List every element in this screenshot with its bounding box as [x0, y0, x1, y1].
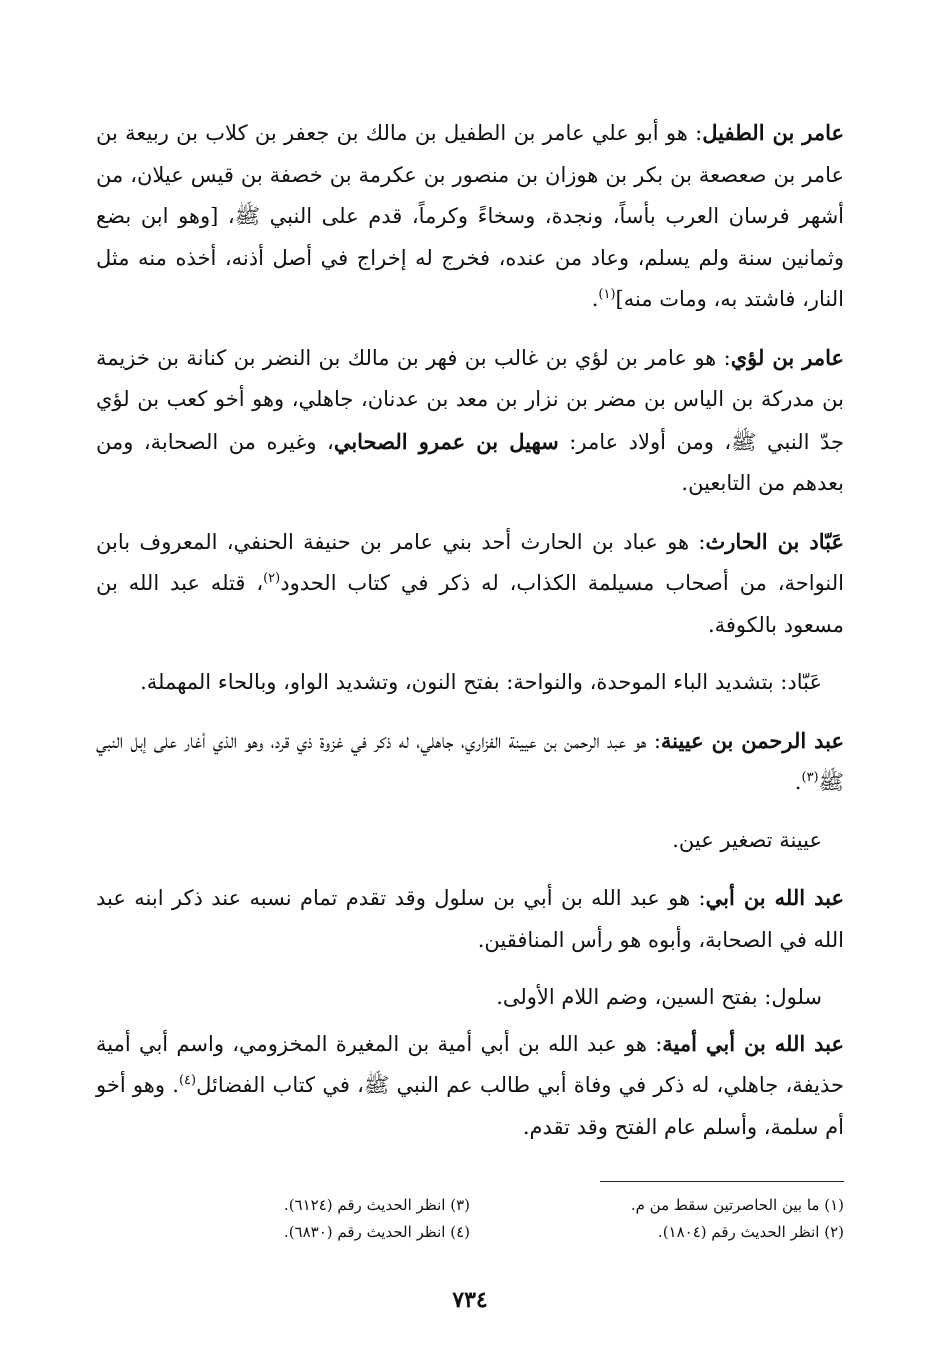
entry-tail: . — [794, 770, 802, 794]
note-uyayna — [96, 820, 844, 862]
note-text: عَبّاد: بتشديد الباء الموحدة، والنواحة: بفتح النون، وتشديد الواو، وبالحاء المهملة. — [140, 670, 822, 694]
entry-amir-ibn-tufayl — [96, 112, 844, 321]
entry-abdullah-ibn-ubayy — [96, 877, 844, 961]
entry-text: : هو عباد بن الحارث أحد بني عامر بن حنيفة الحنفي، المعروف بابن النواحة، من أصحاب مسيلمة الكذاب، له ذكر في كتاب الحدود — [96, 529, 844, 595]
entry-tail: ، وغيره من الصحابة، ومن بعدهم من التابعين. — [96, 429, 844, 495]
entry-tail: ، قتله عبد الله بن مسعود بالكوفة. — [96, 571, 844, 637]
footnotes — [96, 1192, 844, 1246]
entry-text: : هو عبد الله بن أبي بن سلول وقد تقدم تمام نسبه عند ذكر ابنه عبد الله في الصحابة، وأبوه هو رأس المنافقين. — [96, 886, 844, 952]
entry-term: عَبّاد بن الحارث — [705, 528, 844, 554]
footnote-3: (٣) انظر الحديث رقم (٦١٢٤). — [283, 1196, 470, 1214]
entry-term: عبد الله بن أبي — [705, 885, 844, 910]
entry-text: : هو عبد الرحمن بن عيينة الفزاري، جاهلي، له ذكر في غزوة ذي قرد، وهو الذي أغار على إبل النبي ﷺ — [96, 728, 844, 794]
entry-abdulrahman-ibn-uyayna — [96, 720, 844, 804]
note-text: عيينة تصغير عين. — [672, 827, 822, 852]
entry-term: عبد الله بن أبي أمية — [662, 1030, 845, 1056]
entry-tail: . — [591, 287, 599, 311]
page-number: ٧٣٤ — [452, 1287, 488, 1313]
entry-amir-ibn-luayy — [96, 337, 844, 505]
entry-tail: . وهو أخو أم سلمة، وأسلم عام الفتح وقد تقدم. — [96, 1073, 844, 1139]
note-salul — [96, 977, 844, 1019]
entry-abdullah-ibn-abi-umayya — [96, 1023, 844, 1149]
footnote-ref: (٢) — [263, 571, 281, 586]
note-abbad — [96, 662, 844, 704]
footnote-ref: (٣) — [801, 770, 819, 785]
entry-bold-name: سهيل بن عمرو الصحابي — [333, 428, 559, 454]
note-text: سلول: بفتح السين، وضم اللام الأولى. — [496, 985, 822, 1009]
footnote-ref: (١) — [598, 287, 616, 302]
entry-text: : هو عامر بن لؤي بن غالب بن فهر بن مالك بن النضر بن كنانة بن خزيمة بن مدركة بن الياس بن مضر بن نزار بن معد بن عدنان، جاهلي، وهو أخو كعب بن لؤي جدّ النبي ﷺ، ومن أولاد عامر: — [96, 345, 844, 454]
footnote-4: (٤) انظر الحديث رقم (٦٨٣٠). — [283, 1223, 470, 1241]
footnote-ref: (٤) — [178, 1073, 197, 1088]
entry-text: : هو أبو علي عامر بن الطفيل بن مالك بن جعفر بن كلاب بن ربيعة بن عامر بن صعصعة بن بكر بن هوزان بن منصور بن عكرمة بن خصفة بن قيس عيلان، من أشهر فرسان العرب بأساً، ونجدة، وسخاءً وكرماً، قدم على النبي ﷺ، [وهو ابن بضع وثمانين سنة ولم يسلم، وعاد من عنده، فخرج له إخراج في أصل أذنه، أخذه منه مثل النار، فاشتد به، ومات منه] — [96, 121, 844, 311]
entry-term: عامر بن الطفيل — [702, 120, 844, 145]
entry-abbad-ibn-harith — [96, 521, 844, 647]
main-text — [96, 112, 844, 1164]
entry-term: عبد الرحمن بن عيينة — [660, 727, 844, 753]
footnote-2: (٢) انظر الحديث رقم (١٨٠٤). — [657, 1223, 844, 1241]
footnote-separator — [600, 1181, 844, 1182]
entry-text: : هو عبد الله بن أبي أمية بن المغيرة المخزومي، واسم أبي أمية حذيفة، جاهلي، له ذكر في وفاة أبي طالب عم النبي ﷺ، في كتاب الفضائل — [96, 1031, 845, 1097]
entry-term: عامر بن لؤي — [730, 344, 844, 370]
footnote-1: (١) ما بين الحاصرتين سقط من م. — [630, 1196, 844, 1214]
